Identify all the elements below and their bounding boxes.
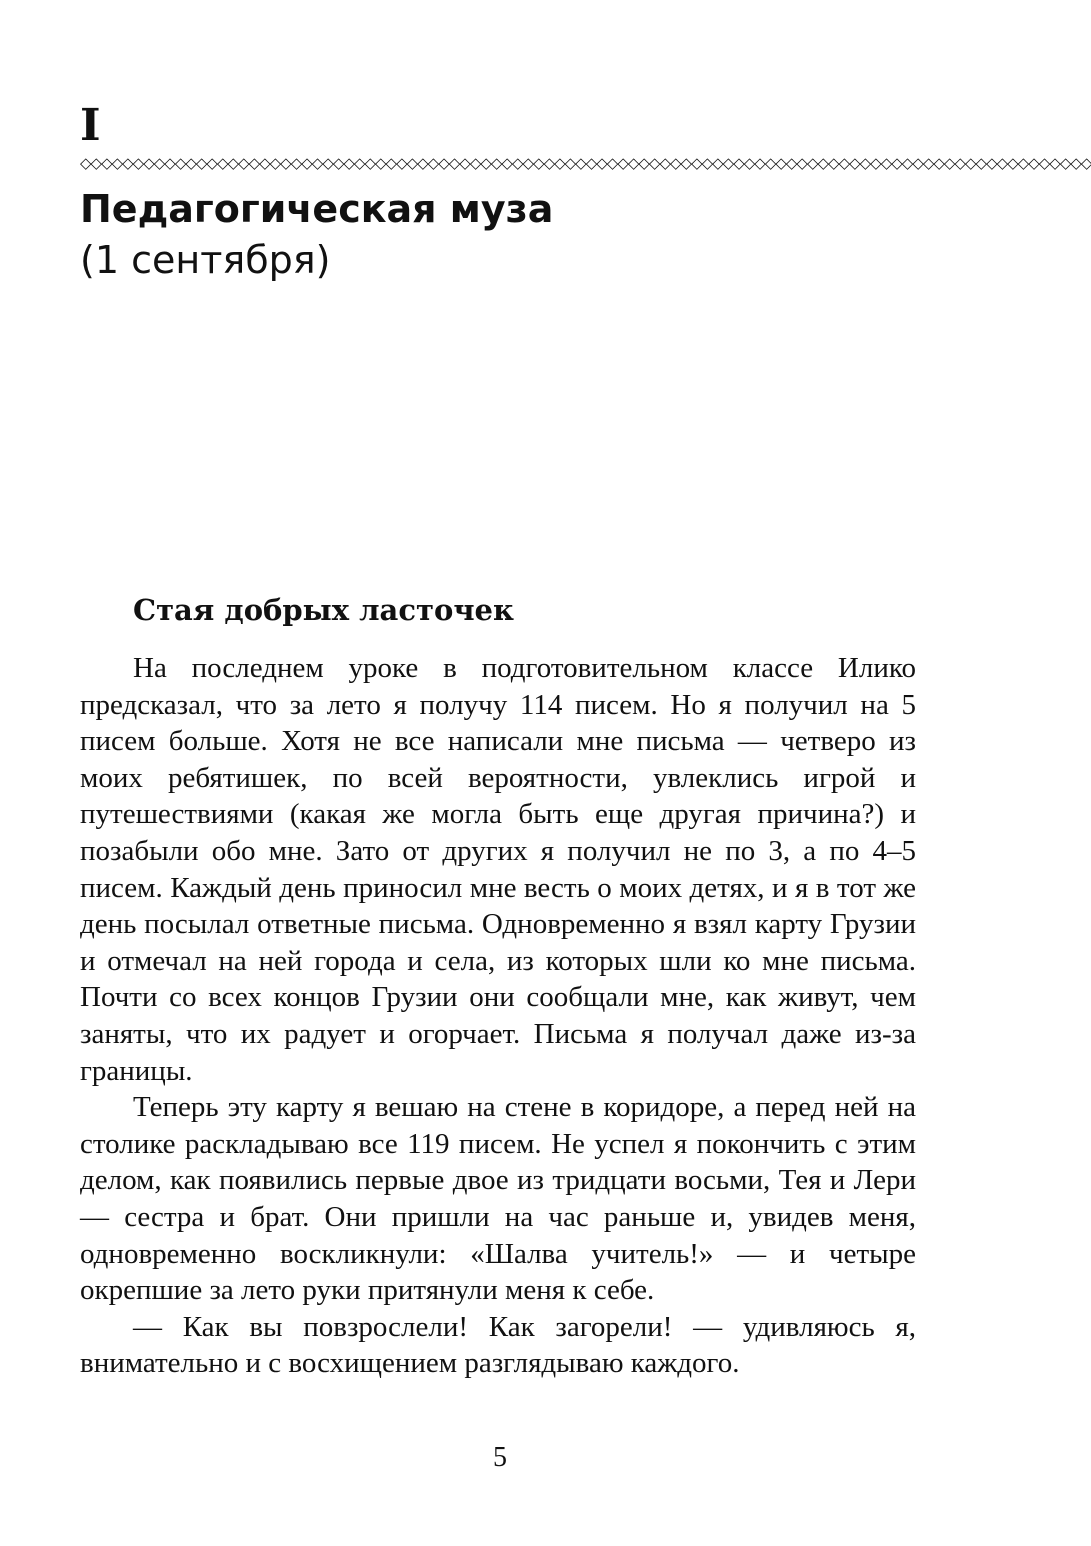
- chapter-ornament-divider: ◇◇◇◇◇◇◇◇◇◇◇◇◇◇◇◇◇◇◇◇◇◇◇◇◇◇◇◇◇◇◇◇◇◇◇◇◇◇◇◇◇◇◇◇◇◇◇◇◇◇◇◇◇◇◇◇◇◇◇◇◇◇◇◇◇◇◇◇◇◇◇◇◇◇◇◇◇◇◇◇◇◇◇◇◇◇◇◇◇◇◇◇◇◇◇◇: [80, 154, 1091, 172]
- page-number: 5: [493, 1442, 507, 1473]
- section-title: Стая добрых ласточек: [133, 593, 514, 627]
- chapter-date: (1 сентября): [80, 238, 331, 282]
- body-text: [80, 650, 916, 1382]
- paragraph-1: На последнем уроке в подготовительном классе Илико предсказал, что за лето я получу 114 писем. Но я получил на 5 писем больше. Хотя не все написали мне письма — четверо из моих ребятишек, по всей вероятности, увлеклись игрой и путешествиями (какая же могла быть еще другая причина?) и позабыли обо мне. Зато от других я получил не по 3, а по 4–5 писем. Каждый день приносил мне весть о моих детях, и я в тот же день посылал ответные письма. Одновременно я взял карту Грузии и отмечал на ней города и села, из которых шли ко мне письма. Почти со всех концов Грузии они сообщали мне, как живут, чем заняты, что их радует и огорчает. Письма я получал даже из-за границы.: [80, 652, 916, 1087]
- paragraph-2: Теперь эту карту я вешаю на стене в коридоре, а перед ней на столике раскладываю все 119 писем. Не успел я покончить с этим делом, как появились первые двое из тридцати восьми, Тея и Лери — сестра и брат. Они пришли на час раньше и, увидев меня, одновременно воскликнули: «Шалва учитель!» — и четыре окрепшие за лето руки притянули меня к себе.: [80, 1091, 916, 1307]
- chapter-number: I: [80, 100, 101, 151]
- chapter-title: Педагогическая муза: [80, 187, 554, 231]
- paragraph-3: — Как вы повзрослели! Как загорели! — удивляюсь я, внимательно и с восхищением разглядываю каждого.: [80, 1310, 916, 1380]
